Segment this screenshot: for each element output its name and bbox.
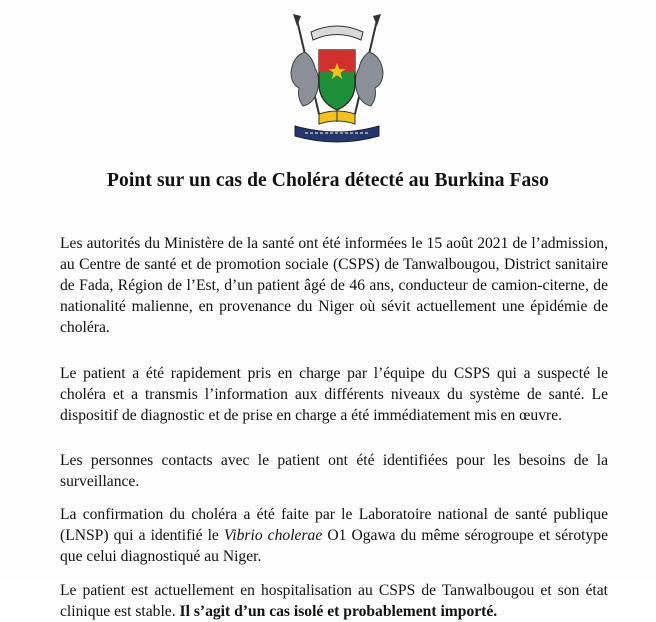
paragraph-status xyxy=(60,580,608,622)
paragraph-status-text: Le patient est actuellement en hospitalisation au CSPS de Tanwalbougou et son état clinique est stable. xyxy=(60,582,608,620)
paragraph-contacts: Les personnes contacts avec le patient ont été identifiées pour les besoins de la surveillance. xyxy=(60,452,608,490)
paragraph-confirmation-text: La confirmation du choléra a été faite par le Laboratoire national de santé publique (LNSP) qui a identifié le xyxy=(60,506,608,544)
document-title: Point sur un cas de Choléra détecté au Burkina Faso xyxy=(107,170,549,191)
paragraph-admission: Les autorités du Ministère de la santé ont été informées le 15 août 2021 de l’admission, au Centre de santé et de promotion sociale (CSPS) de Tanwalbougou, District sanitaire de Fada, Région de l’Est, d’un patient âgé de 46 ans, conducteur de camion-citerne, de nationalité malienne, en provenance du Niger où sévit actuellement une épidémie de choléra. xyxy=(60,235,608,336)
document-body xyxy=(60,233,608,622)
status-emphasis: Il s’agit d’un cas isolé et probablement importé. xyxy=(179,603,498,620)
pathogen-name: Vibrio cholerae xyxy=(223,527,323,544)
paragraph-confirmation xyxy=(60,504,608,567)
coat-of-arms-icon xyxy=(283,12,391,154)
paragraph-confirmation-text-end: O1 Ogawa du même sérogroupe et sérotype que celui diagnostiqué au Niger. xyxy=(60,527,608,565)
paragraph-care: Le patient a été rapidement pris en charge par l’équipe du CSPS qui a suspecté le choléra et a transmis l’information aux différents niveaux du système de santé. Le dispositif de diagnostic et de prise en charge a été immédiatement mis en œuvre. xyxy=(60,365,608,424)
